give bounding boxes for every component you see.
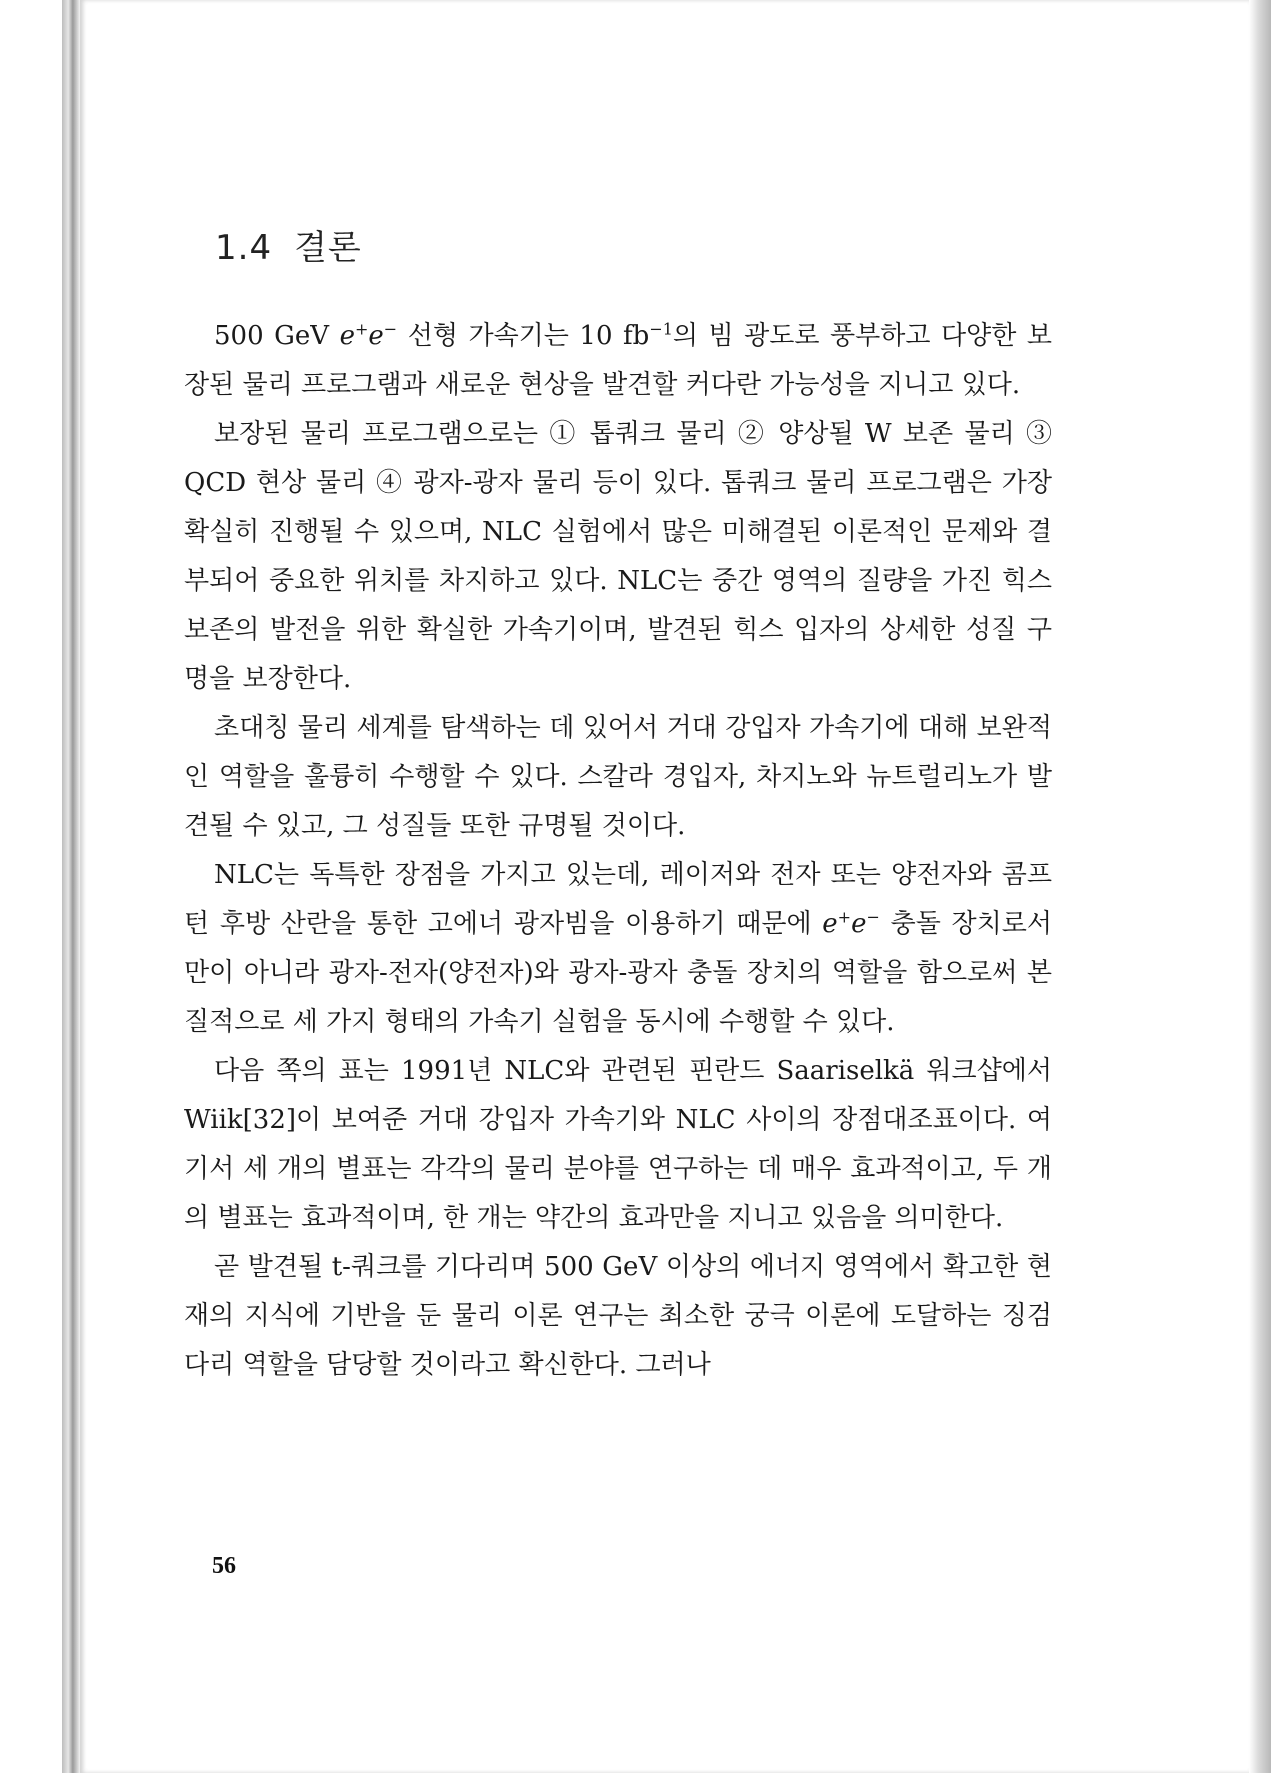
paragraph-6: 곧 발견될 t-쿼크를 기다리며 500 GeV 이상의 에너지 영역에서 확고한 현재의 지식에 기반을 둔 물리 이론 연구는 최소한 궁극 이론에 도달하는 징검다리 역할을 담당할 것이라고 확신한다. 그러나 (184, 1252, 1052, 1380)
paragraph-3: 초대칭 물리 세계를 탐색하는 데 있어서 거대 강입자 가속기에 대해 보완적인 역할을 훌륭히 수행할 수 있다. 스칼라 경입자, 차지노와 뉴트럴리노가 발견될 수 있고, 그 성질들 또한 규명될 것이다. (184, 713, 1052, 841)
electron-symbol: e (339, 321, 355, 351)
paragraph-1-rest: 의 빔 광도로 풍부하고 다양한 보장된 물리 프로그램과 새로운 현상을 발견할 커다란 가능성을 지니고 있다. (184, 321, 1052, 400)
paragraph-4-rest: 충돌 장치로서만이 아니라 광자-전자(양전자)와 광자-광자 충돌 장치의 역할을 함으로써 본질적으로 세 가지 형태의 가속기 실험을 동시에 수행할 수 있다. (184, 909, 1053, 1037)
book-spine-edge (62, 0, 80, 1773)
positron-sign: + (837, 907, 852, 927)
paragraph-1 (184, 312, 1052, 410)
electron-symbol: e (368, 321, 384, 351)
book-page-edge (1249, 0, 1271, 1773)
body-text (184, 312, 1052, 1390)
paragraph-1-mid: 선형 가속기는 10 fb (397, 321, 650, 351)
positron-sign: + (354, 319, 369, 339)
paragraph-5: 다음 쪽의 표는 1991년 NLC와 관련된 핀란드 Saariselkä 워크샵에서 Wiik[32]이 보여준 거대 강입자 가속기와 NLC 사이의 장점대조표이다. 여기서 세 개의 별표는 각각의 물리 분야를 연구하는 데 매우 효과적이고, 두 개의 별표는 효과적이며, 한 개는 약간의 효과만을 지니고 있음을 의미한다. (184, 1056, 1052, 1233)
paragraph-1-lead: 500 GeV (214, 321, 340, 351)
paragraph-2: 보장된 물리 프로그램으로는 ① 톱쿼크 물리 ② 양상될 W 보존 물리 ③ QCD 현상 물리 ④ 광자-광자 물리 등이 있다. 톱쿼크 물리 프로그램은 가장 확실히 진행될 수 있으며, NLC 실험에서 많은 미해결된 이론적인 문제와 결부되어 중요한 위치를 차지하고 있다. NLC는 중간 영역의 질량을 가진 힉스 보존의 발전을 위한 확실한 가속기이며, 발견된 힉스 입자의 상세한 성질 구명을 보장한다. (184, 419, 1052, 694)
electron-sign: − (866, 907, 880, 927)
page-number: 56 (212, 1553, 236, 1579)
section-heading (215, 220, 362, 269)
paragraph-4-lead: NLC는 독특한 장점을 가지고 있는데, 레이저와 전자 또는 양전자와 콤프턴 후방 산란을 통한 고에너 광자빔을 이용하기 때문에 (184, 860, 1052, 939)
electron-sign: − (383, 319, 398, 339)
section-title: 결론 (294, 228, 362, 268)
paragraph-4 (184, 851, 1052, 1047)
electron-symbol: e (822, 909, 838, 939)
section-number: 1.4 (215, 228, 273, 268)
luminosity-exponent: −1 (649, 319, 673, 339)
electron-symbol: e (851, 909, 867, 939)
